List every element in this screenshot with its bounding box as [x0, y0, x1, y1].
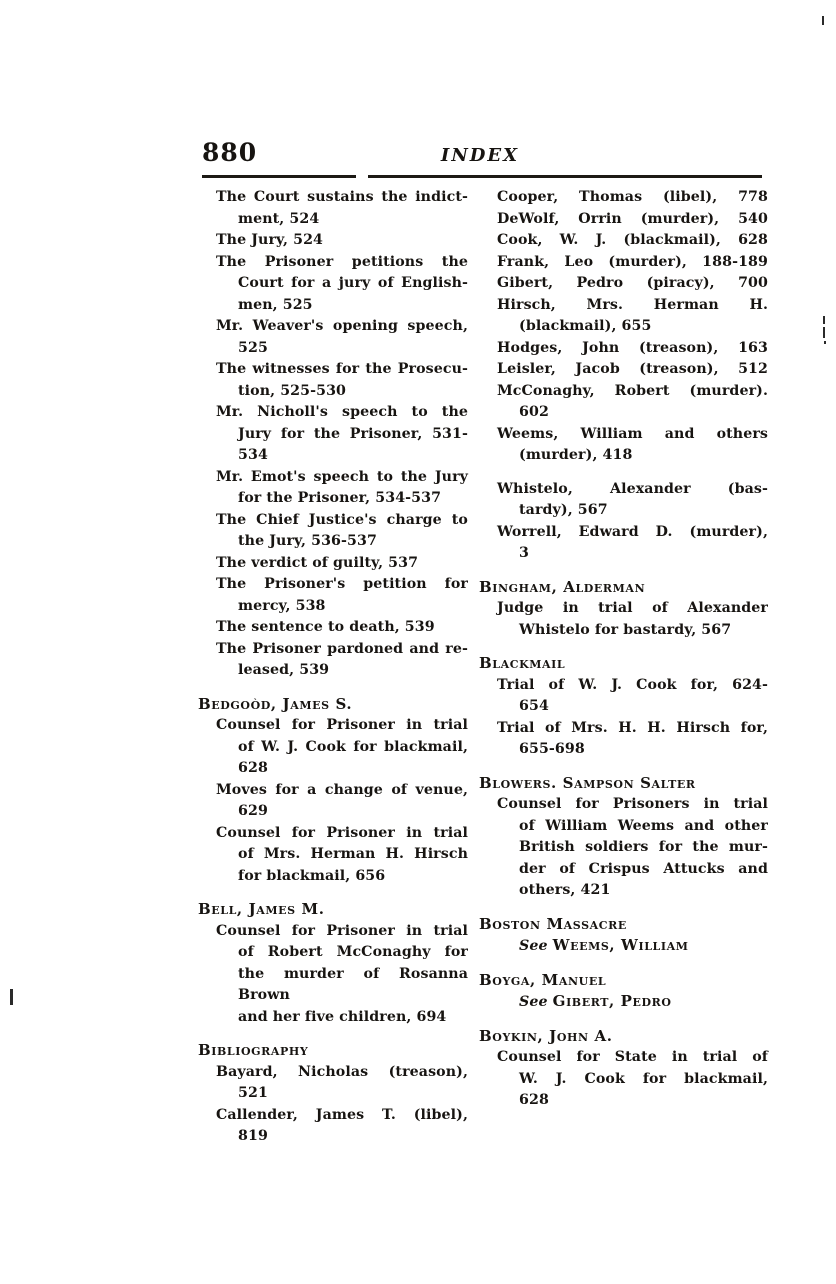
index-entry [479, 338, 768, 360]
index-entry-line: Hodges, John (treason), 163 [497, 339, 768, 356]
index-entry [198, 921, 468, 1029]
index-entry-line: Jury for the Prisoner, 531- [238, 425, 468, 442]
index-entry-line: Mr. Weaver's opening speech, [216, 318, 468, 334]
section-heading: Bingham, Alderman [479, 577, 646, 596]
index-entry-line: British soldiers for the mur- [519, 839, 768, 855]
index-entry-line: mercy, 538 [238, 597, 326, 614]
index-entry [479, 675, 768, 718]
index-column-left [198, 187, 468, 1148]
see-reference-line [497, 991, 768, 1014]
index-entry-line: Mr. Emot's speech to the Jury [216, 468, 468, 485]
index-entry [198, 252, 468, 317]
index-entry-line: 521 [238, 1085, 268, 1101]
section-heading: Boyga, Manuel [479, 970, 607, 989]
see-label: See [519, 938, 548, 954]
index-entry-line: The Jury, 524 [216, 232, 324, 248]
index-entry [198, 715, 468, 780]
index-entry-line: The Prisoner's petition for [216, 576, 468, 592]
index-entry-line: Counsel for Prisoners in trial [497, 796, 768, 812]
index-section [198, 694, 468, 888]
section-heading: Boston Massacre [479, 914, 627, 933]
index-entry-line: of William Weems and other [519, 817, 768, 834]
section-heading: Blowers. Sampson Salter [479, 773, 696, 792]
index-entry [198, 780, 468, 823]
index-entry-line: Trial of W. J. Cook for, 624- [497, 676, 768, 693]
index-entry-line: of W. J. Cook for blackmail, [238, 738, 468, 755]
index-entry [479, 424, 768, 467]
index-section [479, 187, 768, 467]
index-section [479, 1026, 768, 1112]
index-section [479, 653, 768, 761]
index-entry-line: Gibert, Pedro (piracy), 700 [497, 275, 768, 291]
index-entry-line: Cooper, Thomas (libel), 778 [497, 189, 768, 205]
header-rule-left [202, 175, 356, 178]
section-heading: Blackmail [479, 654, 566, 672]
index-section [479, 914, 768, 958]
index-entry-line: Counsel for Prisoner in trial [216, 922, 468, 939]
print-artifact-top-right-tick [822, 16, 824, 25]
index-entry [479, 230, 768, 252]
index-entry-line: Counsel for Prisoner in trial [216, 824, 468, 841]
index-entry-line: men, 525 [238, 296, 313, 313]
index-column-right [479, 187, 768, 1112]
index-entry [479, 718, 768, 761]
index-entry [479, 479, 768, 522]
index-entry-line: 534 [238, 447, 268, 463]
index-entry [198, 510, 468, 553]
index-entry-line: Judge in trial of Alexander [497, 600, 768, 616]
index-entry [198, 230, 468, 252]
index-entry [479, 935, 768, 958]
print-artifact-left-edge-bar [10, 989, 13, 1005]
index-entry-line: The Prisoner petitions the [216, 253, 468, 270]
index-section [198, 187, 468, 682]
index-entry-line: Leisler, Jacob (treason), 512 [497, 361, 768, 377]
index-entry-line: Counsel for Prisoner in trial [216, 717, 468, 733]
section-heading: Bell, James M. [198, 900, 325, 918]
index-entry [198, 187, 468, 230]
index-entry-line: Hirsch, Mrs. Herman H. [497, 296, 768, 313]
see-target: Weems, William [552, 936, 689, 954]
index-entry [479, 991, 768, 1014]
index-section [198, 1040, 468, 1148]
index-section [479, 479, 768, 565]
index-entry [198, 316, 468, 359]
index-entry [479, 187, 768, 209]
index-entry-line: Callender, James T. (libel), [216, 1106, 468, 1123]
print-artifact-right-edge-dash [823, 316, 825, 324]
index-entry [479, 359, 768, 381]
index-entry-line: (murder), 418 [519, 447, 633, 463]
index-entry-line: the Jury, 536-537 [238, 533, 377, 549]
index-entry [479, 381, 768, 424]
index-section [479, 773, 768, 902]
index-entry [479, 794, 768, 902]
index-entry-line: leased, 539 [238, 662, 330, 678]
index-entry [198, 823, 468, 888]
index-section [198, 899, 468, 1028]
index-entry-line: Court for a jury of English- [238, 275, 468, 291]
index-entry [479, 273, 768, 295]
print-artifact-right-edge-dot [824, 341, 826, 344]
index-entry-line: Mr. Nicholl's speech to the [216, 404, 468, 420]
index-entry-line: Counsel for State in trial of [497, 1049, 768, 1065]
section-heading: Bibliography [198, 1041, 309, 1059]
index-entry-line: 628 [519, 1092, 549, 1108]
index-entry [198, 1105, 468, 1148]
index-entry-line: for blackmail, 656 [238, 867, 386, 884]
index-entry-line: The Prisoner pardoned and re- [216, 640, 468, 657]
index-entry-line: ment, 524 [238, 210, 320, 227]
index-entry-line: Frank, Leo (murder), 188-189 [497, 253, 768, 270]
index-entry-line: tardy), 567 [519, 502, 608, 518]
index-entry-line: McConaghy, Robert (murder). [497, 382, 768, 399]
index-entry [479, 209, 768, 231]
index-entry-line: for the Prisoner, 534-537 [238, 490, 442, 506]
index-entry-line: 629 [238, 803, 268, 819]
index-entry-line: DeWolf, Orrin (murder), 540 [497, 210, 768, 227]
index-section [479, 970, 768, 1014]
index-entry-line: der of Crispus Attucks and [519, 860, 768, 877]
index-entry-line: Weems, William and others [497, 425, 768, 442]
index-entry-line: Bayard, Nicholas (treason), [216, 1063, 468, 1080]
page-number: 880 [202, 138, 258, 167]
index-entry-line: The Court sustains the indict- [216, 189, 468, 205]
index-entry [479, 1047, 768, 1112]
index-entry [198, 1062, 468, 1105]
index-entry-line: The Chief Justice's charge to [216, 511, 468, 528]
index-entry-line: tion, 525-530 [238, 382, 347, 399]
index-entry-line: The sentence to death, 539 [216, 619, 435, 635]
index-entry [479, 522, 768, 565]
index-entry-line: Worrell, Edward D. (murder), [497, 523, 768, 540]
index-entry [198, 467, 468, 510]
index-entry-line: The witnesses for the Prosecu- [216, 361, 468, 377]
index-entry-line: Moves for a change of venue, [216, 781, 468, 798]
index-section [479, 577, 768, 642]
index-entry-line: of Robert McConaghy for [238, 944, 468, 960]
index-entry [479, 252, 768, 274]
section-heading: Boykin, John A. [479, 1026, 613, 1045]
index-entry [198, 359, 468, 402]
index-entry-line: (blackmail), 655 [519, 318, 652, 334]
index-entry-line: 819 [238, 1128, 268, 1144]
index-entry-line: Cook, W. J. (blackmail), 628 [497, 232, 768, 248]
see-target: Gibert, Pedro [552, 992, 672, 1010]
index-entry-line: 655-698 [519, 741, 585, 757]
index-entry [198, 553, 468, 575]
index-entry-line: 602 [519, 404, 549, 420]
section-heading: Bedgoòd, James S. [198, 694, 353, 713]
index-entry-line: 654 [519, 698, 549, 714]
index-entry-line: 3 [519, 545, 529, 561]
index-entry-line: 628 [238, 760, 268, 776]
index-entry-line: Trial of Mrs. H. H. Hirsch for, [497, 719, 768, 736]
index-entry [479, 295, 768, 338]
index-entry-line: and her five children, 694 [238, 1008, 447, 1025]
index-entry [198, 639, 468, 682]
see-reference-line [497, 935, 768, 958]
header-rule-right [368, 175, 762, 178]
index-entry-line: others, 421 [519, 882, 611, 898]
see-label: See [519, 994, 548, 1010]
index-entry [198, 574, 468, 617]
index-entry-line: W. J. Cook for blackmail, [519, 1070, 768, 1087]
index-entry-line: The verdict of guilty, 537 [216, 554, 419, 571]
index-entry-line: Whistelo, Alexander (bas- [497, 480, 768, 497]
page-title: INDEX [440, 145, 520, 166]
index-entry [198, 402, 468, 467]
index-entry-line: the murder of Rosanna Brown [238, 965, 468, 1003]
index-entry [198, 617, 468, 639]
print-artifact-right-edge-dash [823, 327, 825, 338]
index-entry-line: Whistelo for bastardy, 567 [519, 621, 732, 638]
index-entry-line: of Mrs. Herman H. Hirsch [238, 846, 468, 862]
index-entry-line: 525 [238, 339, 268, 356]
index-entry [479, 598, 768, 641]
